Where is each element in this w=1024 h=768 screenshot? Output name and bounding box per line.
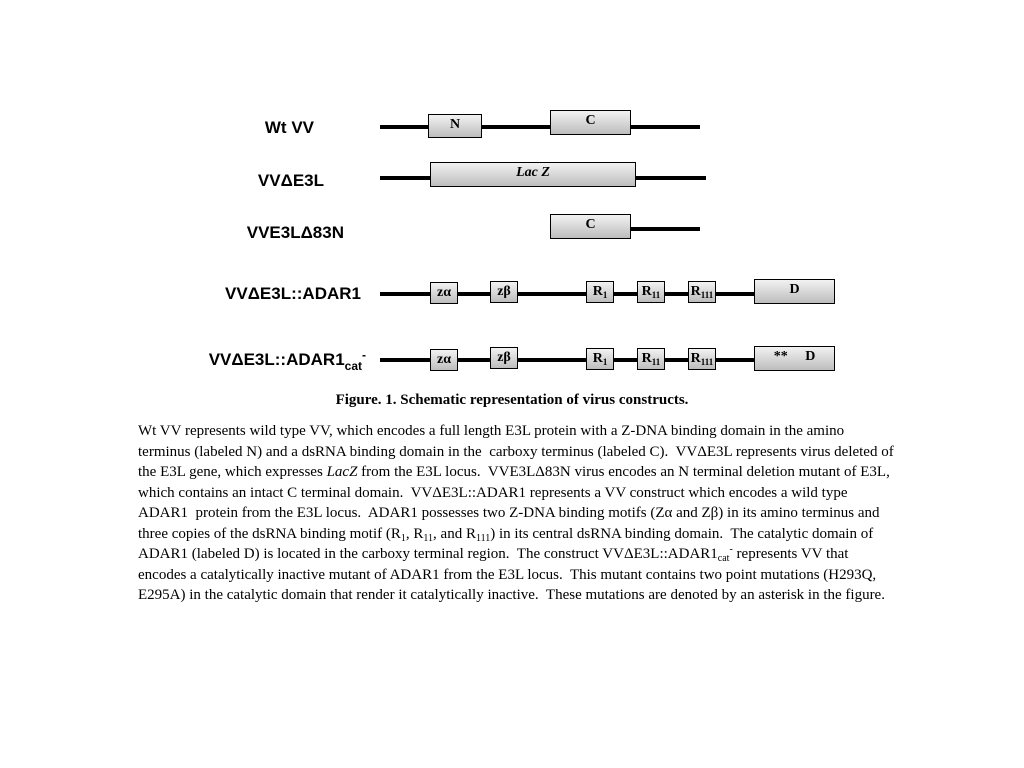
domain-box-c: C xyxy=(550,110,631,135)
domain-box-z-alpha: zα xyxy=(430,349,458,371)
domain-box-lacz: Lac Z xyxy=(430,162,636,187)
description-text: Wt VV represents wild type VV, which encodes a full length E3L protein with a Z-DNA binding domain in the amino terminus (labeled N) and a dsRNA binding domain in the carboxy terminus (labeled C). VVΔE3L represents virus deleted of the E3L gene, which expresses LacZ from the E3L locus. VVE3LΔ83N virus encodes an N terminal deletion mutant of E3L, which contains an intact C terminal domain. VVΔE3L::ADAR1 represents a VV construct which encodes a wild type ADAR1 protein from the E3L locus. ADAR1 possesses two Z-DNA binding motifs (Zα and Zβ) in its amino terminus and three copies of the dsRNA binding motif ($R_1$, $R_{11}$, and $R_{111}$) in its central dsRNA binding domain. The catalytic domain of ADAR1 (labeled D) is located in the carboxy terminal region. The construct $VV\Delta E3L::ADAR1_{cat}^-$ represents VV that encodes a catalytically inactive mutant of ADAR1 from the E3L locus. This mutant contains two point mutations (H293Q, E295A) in the catalytic domain that render it catalytically inactive. These mutations are denoted by an asterisk in the figure. xyxy=(138,423,894,603)
row-label-vve3l-delta-83n: VVE3LΔ83N xyxy=(246,223,344,242)
domain-box-r11: $R_{11}$ xyxy=(637,281,665,303)
domain-box-r1: $R_1$ xyxy=(586,348,614,370)
domain-box-r1: $R_1$ xyxy=(586,281,614,303)
domain-box-z-beta: zβ xyxy=(490,347,518,369)
figure-description xyxy=(138,421,898,606)
domain-box-n: N xyxy=(428,114,482,138)
domain-box-z-beta: zβ xyxy=(490,281,518,303)
domain-box-d: D xyxy=(754,279,835,304)
domain-box-d-mutant: ** D xyxy=(754,346,835,371)
row-label-vv-delta-e3l-adar1: VVΔE3L::ADAR1 xyxy=(225,284,361,303)
domain-box-c: C xyxy=(550,214,631,239)
domain-box-z-alpha: zα xyxy=(430,282,458,304)
gene-line xyxy=(630,227,700,231)
domain-box-r111: $R_{111}$ xyxy=(688,281,716,303)
domain-box-r11: $R_{11}$ xyxy=(637,348,665,370)
row-label-vv-delta-e3l: VVΔE3L xyxy=(257,171,324,190)
row-label-wt-vv: Wt VV xyxy=(264,118,314,137)
row-label-vv-delta-e3l-adar1-cat: $VV\Delta E3L::ADAR1_{cat}^-$ xyxy=(208,348,366,373)
domain-box-r111: $R_{111}$ xyxy=(688,348,716,370)
figure-caption: Figure. 1. Schematic representation of virus constructs. xyxy=(335,392,689,408)
